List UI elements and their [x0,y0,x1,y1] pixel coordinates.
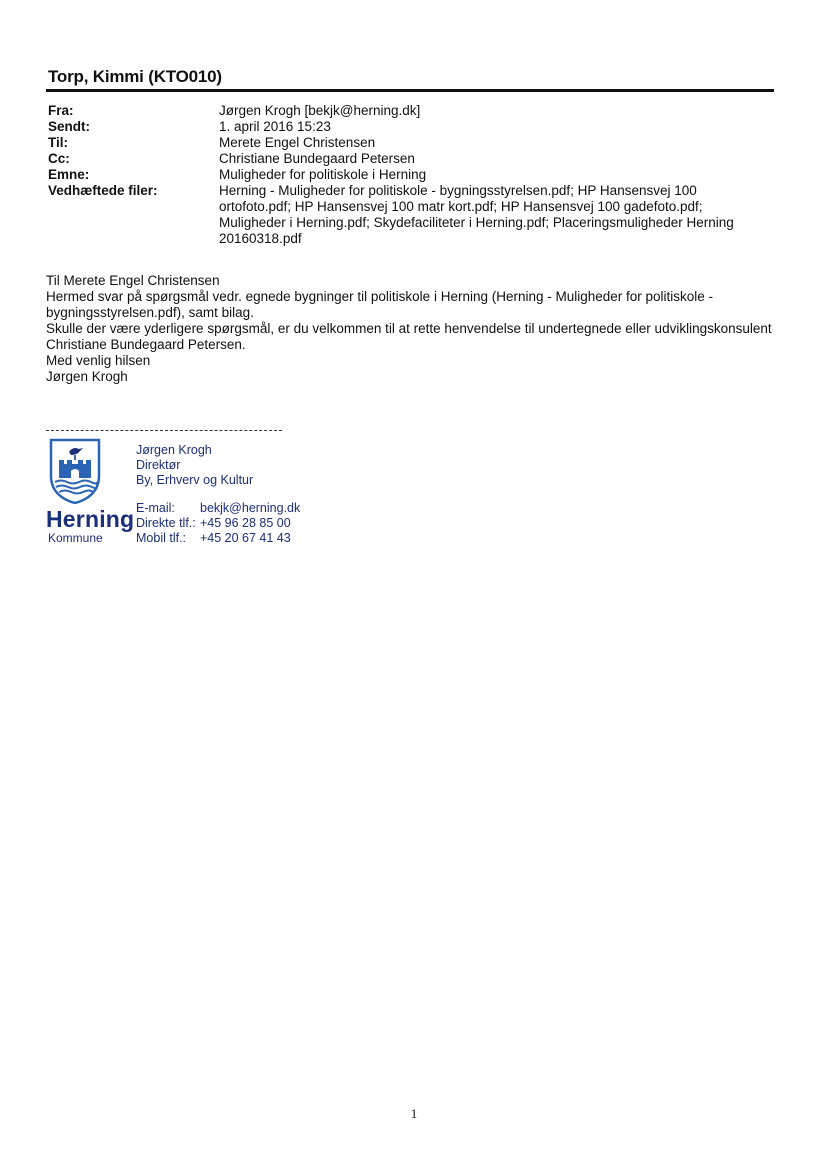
header-rule [46,89,774,92]
meta-label: Sendt: [48,119,90,134]
sender-name: Jørgen Krogh [46,369,128,384]
signature-contacts [136,501,300,546]
contact-row-direct [136,516,300,531]
meta-label: Cc: [48,151,70,166]
herning-crest-logo [49,438,101,504]
email-meta [48,103,759,247]
contact-row-email [136,501,300,516]
email-body [46,273,776,385]
contact-row-mobile [136,531,300,546]
contact-email[interactable]: bekjk@herning.dk [200,501,301,515]
meta-row-cc [48,151,759,167]
signature-department: By, Erhverv og Kultur [136,473,254,487]
meta-value: Merete Engel Christensen [219,135,376,150]
signature-title: Direktør [136,458,181,472]
logo-subtitle: Kommune [48,531,103,545]
meta-value: Jørgen Krogh [bekjk@herning.dk] [219,103,421,118]
meta-row-attachments [48,183,759,247]
contact-label: Direkte tlf.: [136,516,196,530]
signature-name: Jørgen Krogh [136,443,212,457]
body-paragraph: Skulle der være yderligere spørgsmål, er du velkommen til at rette henvendelse til undertegnede eller udviklingskonsulent Christiane Bundegaard Petersen. [46,321,772,352]
meta-row-sent [48,119,759,135]
meta-value: Christiane Bundegaard Petersen [219,151,415,166]
contact-direct-phone: +45 96 28 85 00 [200,516,291,530]
meta-value: Muligheder for politiskole i Herning [219,167,427,182]
meta-label: Emne: [48,167,90,182]
greeting: Til Merete Engel Christensen [46,273,220,288]
page-number: 1 [410,1106,418,1121]
meta-row-to [48,135,759,151]
signature-block [136,443,253,488]
contact-label: Mobil tlf.: [136,531,187,545]
meta-label: Til: [48,135,68,150]
body-paragraph: Hermed svar på spørgsmål vedr. egnede bygninger til politiskole i Herning (Herning - Muligheder for politiskole - bygningsstyrelsen.pdf), samt bilag. [46,289,714,320]
meta-row-from [48,103,759,119]
email-header-name: Torp, Kimmi (KTO010) [48,67,222,86]
meta-row-subject [48,167,759,183]
meta-label: Vedhæftede filer: [48,183,158,198]
logo-wordmark: Herning [46,506,135,532]
closing: Med venlig hilsen [46,353,151,368]
meta-value: 1. april 2016 15:23 [219,119,331,134]
contact-mobile-phone: +45 20 67 41 43 [200,531,291,545]
attachments-list: Herning - Muligheder for politiskole - bygningsstyrelsen.pdf; HP Hansensvej 100 ortofoto.pdf; HP Hansensvej 100 matr kort.pdf; HP Hansensvej 100 gadefoto.pdf; Muligheder i Herning.pdf; Skydefaciliteter i Herning.pdf; Placeringsmuligheder Herning 20160318.pdf [219,183,734,246]
contact-label: E-mail: [136,501,175,515]
signature-divider [46,430,282,431]
meta-label: Fra: [48,103,74,118]
